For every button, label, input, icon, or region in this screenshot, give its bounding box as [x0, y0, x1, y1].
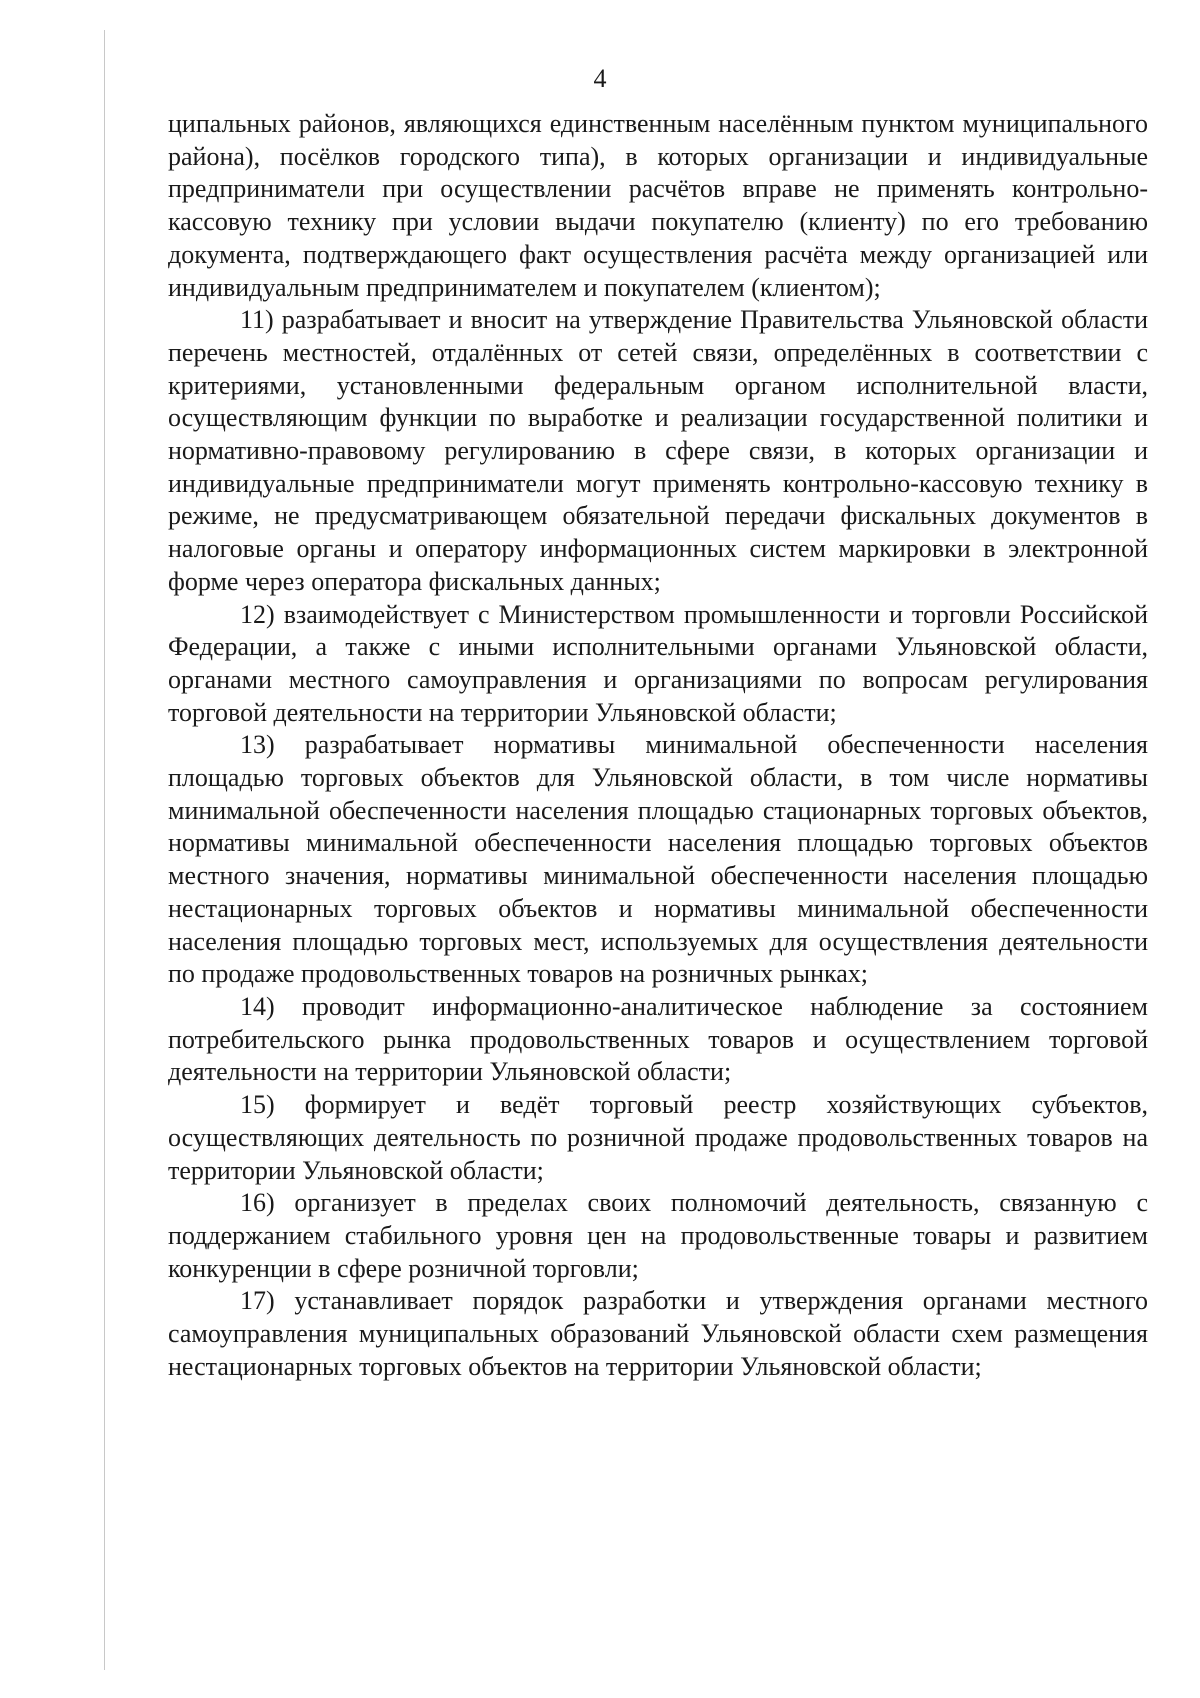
paragraph-item-17: 17) устанавливает порядок разработки и утверждения органами местного самоуправления муниципальных образований Ульяновской области схем размещения нестационарных торговых объектов на территории Ульяновской области; — [168, 1286, 1148, 1381]
paragraph-item-13: 13) разрабатывает нормативы минимальной обеспеченности населения площадью торговых объектов для Ульяновской области, в том числе нормативы минимальной обеспеченности населения площадью стационарных торговых объектов, нормативы минимальной обеспеченности населения площадью торговых объектов местного значения, нормативы минимальной обеспеченности населения площадью нестационарных торговых объектов и нормативы минимальной обеспеченности населения площадью торговых мест, используемых для осуществления деятельности по продаже продовольственных товаров на розничных рынках; — [168, 730, 1148, 989]
paragraph-item-16: 16) организует в пределах своих полномочий деятельность, связанную с поддержанием стабильного уровня цен на продовольственные товары и развитием конкуренции в сфере розничной торговли; — [168, 1188, 1148, 1283]
paragraph-item-11: 11) разрабатывает и вносит на утверждение Правительства Ульяновской области перечень местностей, отдалённых от сетей связи, определённых в соответствии с критериями, установленными федеральным органом исполнительной власти, осуществляющим функции по выработке и реализации государственной политики и нормативно-правовому регулированию в сфере связи, в которых организации и индивидуальные предприниматели могут применять контрольно-кассовую технику в режиме, не предусматривающем обязательной передачи фискальных документов в налоговые органы и оператору информационных систем маркировки в электронной форме через оператора фискальных данных; — [168, 305, 1148, 596]
paragraph-item-14: 14) проводит информационно-аналитическое наблюдение за состоянием потребительского рынка продовольственных товаров и осуществлением торговой деятельности на территории Ульяновской области; — [168, 991, 1148, 1087]
scan-edge-line — [104, 30, 105, 1670]
page-number: 4 — [593, 64, 607, 93]
paragraph-continuation: ципальных районов, являющихся единственным населённым пунктом муниципального района), посёлков городского типа), в которых организации и индивидуальные предприниматели при осуществлении расчётов вправе не применять контрольно-кассовую технику при условии выдачи покупателю (клиенту) по его требованию документа, подтверждающего факт осуществления расчёта между организацией или индивидуальным предпринимателем и покупателем (клиентом); — [168, 109, 1148, 302]
paragraph-item-15: 15) формирует и ведёт торговый реестр хозяйствующих субъектов, осуществляющих деятельность по розничной продаже продовольственных товаров на территории Ульяновской области; — [168, 1090, 1148, 1185]
paragraph-item-12: 12) взаимодействует с Министерством промышленности и торговли Российской Федерации, а также с иными исполнительными органами Ульяновской области, органами местного самоуправления и организациями по вопросам регулирования торговой деятельности на территории Ульяновской области; — [168, 599, 1148, 727]
document-body — [168, 108, 1148, 1383]
